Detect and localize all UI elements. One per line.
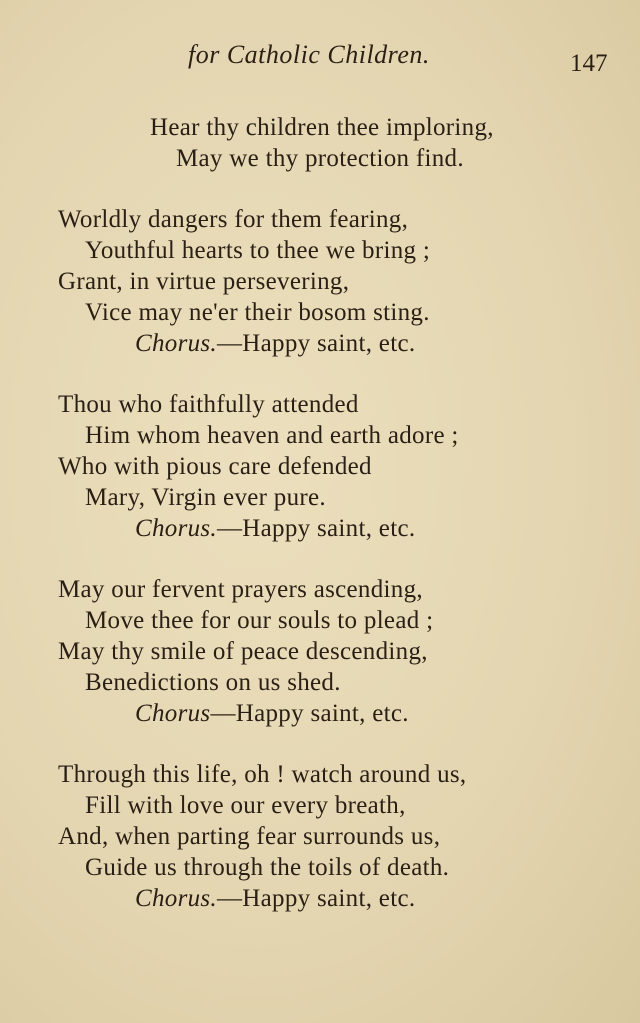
- stanza: [0, 112, 640, 174]
- stanza: [0, 574, 640, 729]
- verse-line: Youthful hearts to thee we bring ;: [85, 237, 431, 264]
- chorus-label: Chorus: [135, 700, 211, 727]
- verse-line: Vice may ne'er their bosom sting.: [85, 299, 430, 326]
- verse-line: May we thy protection find.: [176, 145, 464, 172]
- verse-line: Mary, Virgin ever pure.: [85, 484, 326, 511]
- hymn-text: [0, 112, 640, 944]
- verse-line: Benedictions on us shed.: [85, 669, 341, 696]
- chorus-text: —Happy saint, etc.: [210, 700, 409, 727]
- verse-line: Move thee for our souls to plead ;: [85, 607, 434, 634]
- chorus-line: [0, 328, 640, 359]
- chorus-text: —Happy saint, etc.: [216, 885, 416, 912]
- verse-line: Grant, in virtue persevering,: [58, 268, 350, 295]
- page-header: [0, 40, 640, 76]
- verse-line: Through this life, oh ! watch around us,: [58, 761, 467, 788]
- verse-line: Who with pious care defended: [58, 453, 372, 480]
- chorus-line: [0, 698, 640, 729]
- running-title: for Catholic Children.: [188, 40, 430, 69]
- stanza: [0, 204, 640, 359]
- chorus-label: Chorus.: [135, 885, 217, 912]
- page-number: 147: [570, 50, 608, 77]
- verse-line: And, when parting fear surrounds us,: [58, 823, 441, 850]
- verse-line: Worldly dangers for them fearing,: [58, 206, 409, 233]
- chorus-label: Chorus.: [135, 515, 217, 542]
- verse-line: Hear thy children thee imploring,: [150, 114, 494, 141]
- chorus-label: Chorus.: [135, 330, 217, 357]
- stanza: [0, 759, 640, 914]
- verse-line: May thy smile of peace descending,: [58, 638, 428, 665]
- verse-line: Guide us through the toils of death.: [85, 854, 450, 881]
- chorus-text: —Happy saint, etc.: [216, 515, 416, 542]
- chorus-text: —Happy saint, etc.: [216, 330, 416, 357]
- chorus-line: [0, 883, 640, 914]
- verse-line: May our fervent prayers ascending,: [58, 576, 423, 603]
- chorus-line: [0, 513, 640, 544]
- stanza: [0, 389, 640, 544]
- verse-line: Fill with love our every breath,: [85, 792, 406, 819]
- verse-line: Thou who faithfully attended: [58, 391, 359, 418]
- verse-line: Him whom heaven and earth adore ;: [85, 422, 459, 449]
